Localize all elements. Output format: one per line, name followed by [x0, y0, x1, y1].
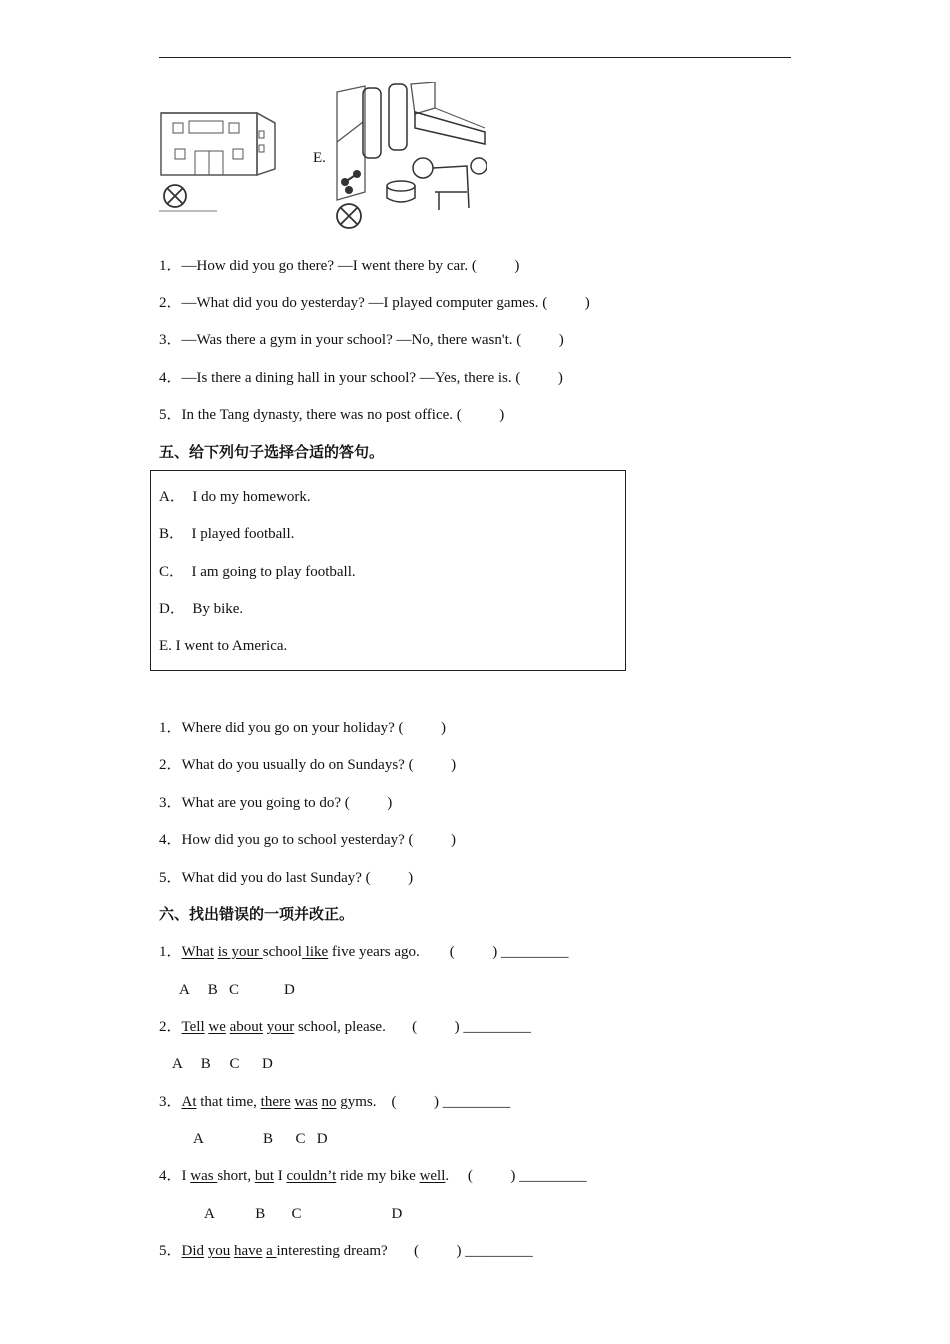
s6-question-2: 2．Tell we about your school, please. ( ) _________ [159, 1019, 531, 1035]
s4-question-1: 1．—How did you go there? —I went there by car. ( ) [159, 258, 520, 274]
s5-question-3: 3．What are you going to do? ( ) [159, 795, 393, 811]
s4-question-5: 5．In the Tang dynasty, there was no post office. ( ) [159, 407, 505, 423]
s6-question-5: 5．Did you have a interesting dream? ( ) _________ [159, 1243, 533, 1259]
s6-q2-letters: A B C D [172, 1056, 273, 1072]
s5-question-2: 2．What do you usually do on Sundays? ( ) [159, 757, 457, 773]
s6-q3-letters: A B C D [193, 1131, 328, 1147]
option-e: E. I went to America. [159, 638, 288, 654]
s4-question-3: 3．—Was there a gym in your school? —No, there wasn't. ( ) [159, 332, 564, 348]
s5-question-5: 5．What did you do last Sunday? ( ) [159, 870, 414, 886]
gym-equipment-crossed-picture [335, 82, 487, 236]
section5-heading: 五、给下列句子选择合适的答句。 [159, 443, 385, 461]
s6-q4-letters: A B C D [204, 1206, 403, 1222]
option-b: B． I played football. [159, 526, 295, 542]
s6-q1-letters: A B C D [179, 982, 295, 998]
section6-heading: 六、找出错误的一项并改正。 [159, 905, 355, 923]
option-d: D． By bike. [159, 601, 244, 617]
header-rule [159, 57, 791, 58]
s5-question-4: 4．How did you go to school yesterday? ( ) [159, 832, 457, 848]
option-a: A． I do my homework. [159, 489, 311, 505]
building-crossed-picture [159, 105, 281, 213]
s6-question-1: 1．What is your school like five years ago. ( ) _________ [159, 944, 569, 960]
option-c: C． I am going to play football. [159, 564, 356, 580]
s4-question-2: 2．—What did you do yesterday? —I played computer games. ( ) [159, 295, 590, 311]
s6-question-4: 4．I was short, but I couldn’t ride my bike well. ( ) _________ [159, 1168, 587, 1184]
picture-label-e: E. [313, 150, 326, 166]
s4-question-4: 4．—Is there a dining hall in your school? —Yes, there is. ( ) [159, 370, 563, 386]
s6-question-3: 3．At that time, there was no gyms. ( ) _________ [159, 1094, 511, 1110]
s5-question-1: 1．Where did you go on your holiday? ( ) [159, 720, 447, 736]
